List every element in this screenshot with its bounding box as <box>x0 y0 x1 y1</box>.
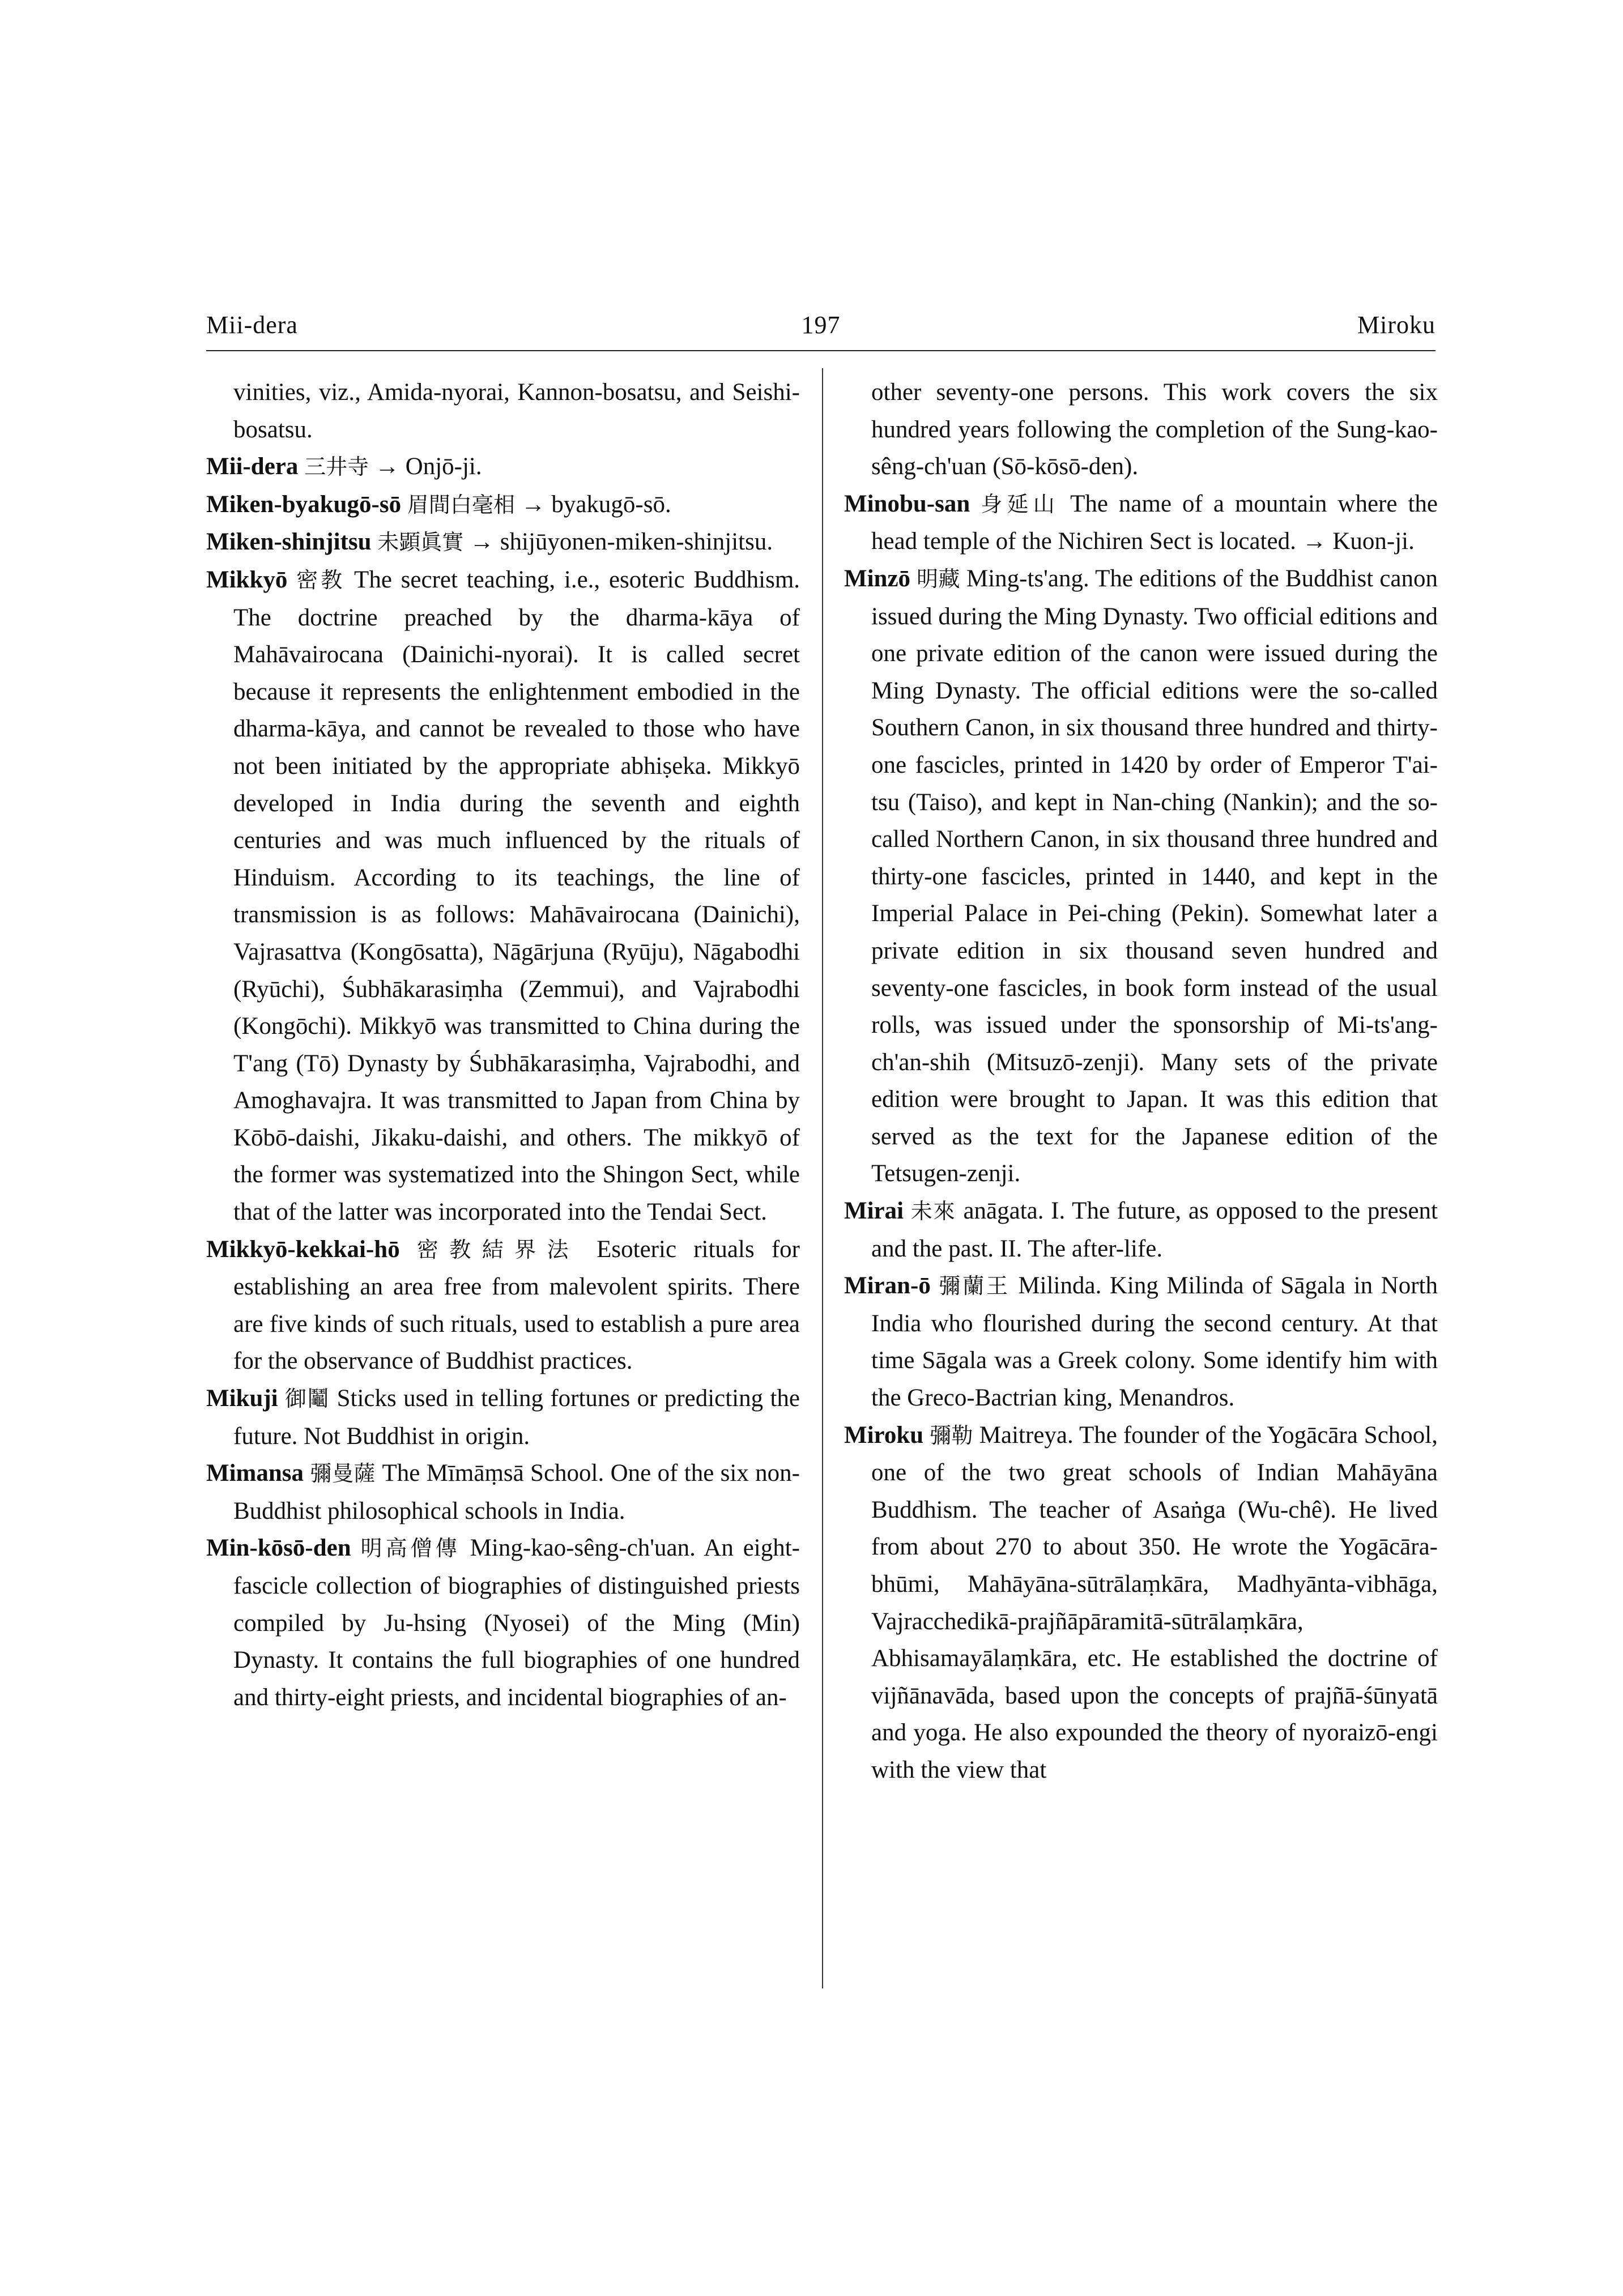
entry-headword: Mikkyō-kekkai-hō <box>206 1236 400 1263</box>
entry-definition: → shijūyonen-miken-shinjitsu. <box>470 529 773 556</box>
entry-headword: Miran-ō <box>844 1272 931 1300</box>
running-head-right: Miroku <box>1357 311 1435 339</box>
entry-definition: Milinda. King Milinda of Sāgala in North India who flourished during the second century. At that time Sāgala was a Greek colony. Some identify him with the Greco-Bactrian king, Menandros. <box>871 1272 1438 1412</box>
left-column <box>206 374 800 1716</box>
page-number: 197 <box>801 311 841 339</box>
column-divider <box>822 368 823 1988</box>
entry-kanji: 身延山 <box>981 491 1060 517</box>
continuation-text: other seventy-one persons. This work covers the six hundred years following the completion of the Sung-kao-sêng-ch'uan (Sō-kōsō-den). <box>871 379 1438 480</box>
entry-kanji: 御鬮 <box>285 1386 330 1412</box>
entry-kanji: 彌蘭王 <box>939 1273 1010 1299</box>
entry-headword: Mii-dera <box>206 453 299 480</box>
dictionary-entry <box>206 486 800 524</box>
dictionary-entry <box>206 1530 800 1716</box>
entry-definition: The name of a mountain where the head temple of the Nichiren Sect is located. → Kuon-ji. <box>871 490 1438 555</box>
entry-definition: Sticks used in telling fortunes or predicting the future. Not Buddhist in origin. <box>233 1385 800 1450</box>
continuation-text: vinities, viz., Amida-nyorai, Kannon-bosatsu, and Seishi-bosatsu. <box>233 379 800 443</box>
entry-headword: Minobu-san <box>844 490 970 517</box>
entry-headword: Miroku <box>844 1421 924 1449</box>
dictionary-entry <box>206 561 800 1231</box>
header-rule <box>206 350 1435 351</box>
dictionary-entry <box>206 1380 800 1455</box>
entry-definition: Ming-ts'ang. The editions of the Buddhist canon issued during the Ming Dynasty. Two official editions and one private edition of the canon were issued during the Ming Dynasty. The official editions were the so-called Southern Canon, in six thousand three hundred and thirty-one fascicles, printed in 1420 by order of Emperor T'ai-tsu (Taiso), and kept in Nan-ching (Nankin); and the so-called Northern Canon, in six thousand three hundred and thirty-one fascicles, printed in 1440, and kept in the Imperial Palace in Pei-ching (Pekin). Somewhat later a private edition in six thousand seven hundred and seventy-one fascicles, in book form instead of the usual rolls, was issued under the sponsorship of Mi-ts'ang-ch'an-shih (Mitsuzō-zenji). Many sets of the private edition were brought to Japan. It was this edition that served as the text for the Japanese edition of the Tetsugen-zenji. <box>871 565 1438 1187</box>
entry-headword: Mimansa <box>206 1460 304 1487</box>
dictionary-entry <box>844 1192 1438 1267</box>
entry-headword: Mikkyō <box>206 566 288 593</box>
entry-headword: Miken-shinjitsu <box>206 529 372 556</box>
entry-headword: Minzō <box>844 565 911 592</box>
entry-definition: The Mīmāṃsā School. One of the six non-Buddhist philosophical schools in India. <box>233 1460 800 1524</box>
entry-kanji: 密教 <box>296 567 346 593</box>
dictionary-entry <box>206 1231 800 1380</box>
entry-kanji: 密教結界法 <box>416 1237 580 1262</box>
entry-headword: Mikuji <box>206 1385 278 1412</box>
entry-kanji: 未顕眞實 <box>377 530 464 555</box>
right-column <box>844 374 1438 1789</box>
entry-kanji: 彌曼薩 <box>310 1461 376 1486</box>
entry-definition: Esoteric rituals for establishing an area free from malevolent spirits. There are five kinds of such rituals, used to establish a pure area for the observance of Buddhist practices. <box>233 1236 800 1375</box>
dictionary-entry <box>844 485 1438 560</box>
dictionary-entry <box>844 1267 1438 1416</box>
entry-definition: anāgata. I. The future, as opposed to the present and the past. II. The after-life. <box>871 1198 1438 1262</box>
entry-kanji: 明高僧傳 <box>360 1536 461 1561</box>
entry-headword: Miken-byakugō-sō <box>206 491 402 518</box>
entry-definition: → Onjō-ji. <box>374 453 482 480</box>
entry-kanji: 三井寺 <box>304 454 369 480</box>
entry-definition: Ming-kao-sêng-ch'uan. An eight-fascicle collection of biographies of distinguished priests compiled by Ju-hsing (Nyosei) of the Ming (Min) Dynasty. It contains the full biographies of one hundred and thirty-eight priests, and incidental biographies of an- <box>233 1535 800 1711</box>
entry-headword: Min-kōsō-den <box>206 1535 351 1562</box>
running-head-left: Mii-dera <box>206 311 298 339</box>
entry-kanji: 明藏 <box>917 566 960 591</box>
dictionary-entry <box>206 523 800 561</box>
entry-kanji: 眉間白毫相 <box>407 492 515 517</box>
dictionary-entry <box>844 1417 1438 1789</box>
running-head <box>206 310 1435 350</box>
dictionary-entry <box>844 560 1438 1192</box>
dictionary-entry <box>206 448 800 486</box>
entry-headword: Mirai <box>844 1198 904 1225</box>
entry-kanji: 未來 <box>910 1199 956 1224</box>
dictionary-entry <box>206 1455 800 1530</box>
entry-kanji: 彌勒 <box>930 1422 973 1448</box>
entry-definition: The secret teaching, i.e., esoteric Buddhism. The doctrine preached by the dharma-kāya of Mahāvairocana (Dainichi-nyorai). It is called secret because it represents the enlightenment embodied in the dharma-kāya, and cannot be revealed to those who have not been initiated by the appropriate abhiṣeka. Mikkyō developed in India during the seventh and eighth centuries and was much influenced by the rituals of Hinduism. According to its teachings, the line of transmission is as follows: Mahāvairocana (Dainichi), Vajrasattva (Kongōsatta), Nāgārjuna (Ryūju), Nāgabodhi (Ryūchi), Śubhākarasiṃha (Zemmui), and Vajrabodhi (Kongōchi). Mikkyō was transmitted to China during the T'ang (Tō) Dynasty by Śubhākarasiṃha, Vajrabodhi, and Amoghavajra. It was transmitted to Japan from China by Kōbō-daishi, Jikaku-daishi, and others. The mikkyō of the former was systematized into the Shingon Sect, while that of the latter was incorporated into the Tendai Sect. <box>233 566 800 1226</box>
entry-definition: Maitreya. The founder of the Yogācāra School, one of the two great schools of Indian Mahāyāna Buddhism. The teacher of Asaṅga (Wu-chê). He lived from about 270 to about 350. He wrote the Yogācāra-bhūmi, Mahāyāna-sūtrālaṃkāra, Madhyānta-vibhāga, Vajracchedikā-prajñāpāramitā-sūtrālaṃkāra, Abhisamayālaṃkāra, etc. He established the doctrine of vijñānavāda, based upon the concepts of prajñā-śūnyatā and yoga. He also expounded the theory of nyoraizō-engi with the view that <box>871 1421 1438 1783</box>
entry-definition: → byakugō-sō. <box>521 491 671 518</box>
